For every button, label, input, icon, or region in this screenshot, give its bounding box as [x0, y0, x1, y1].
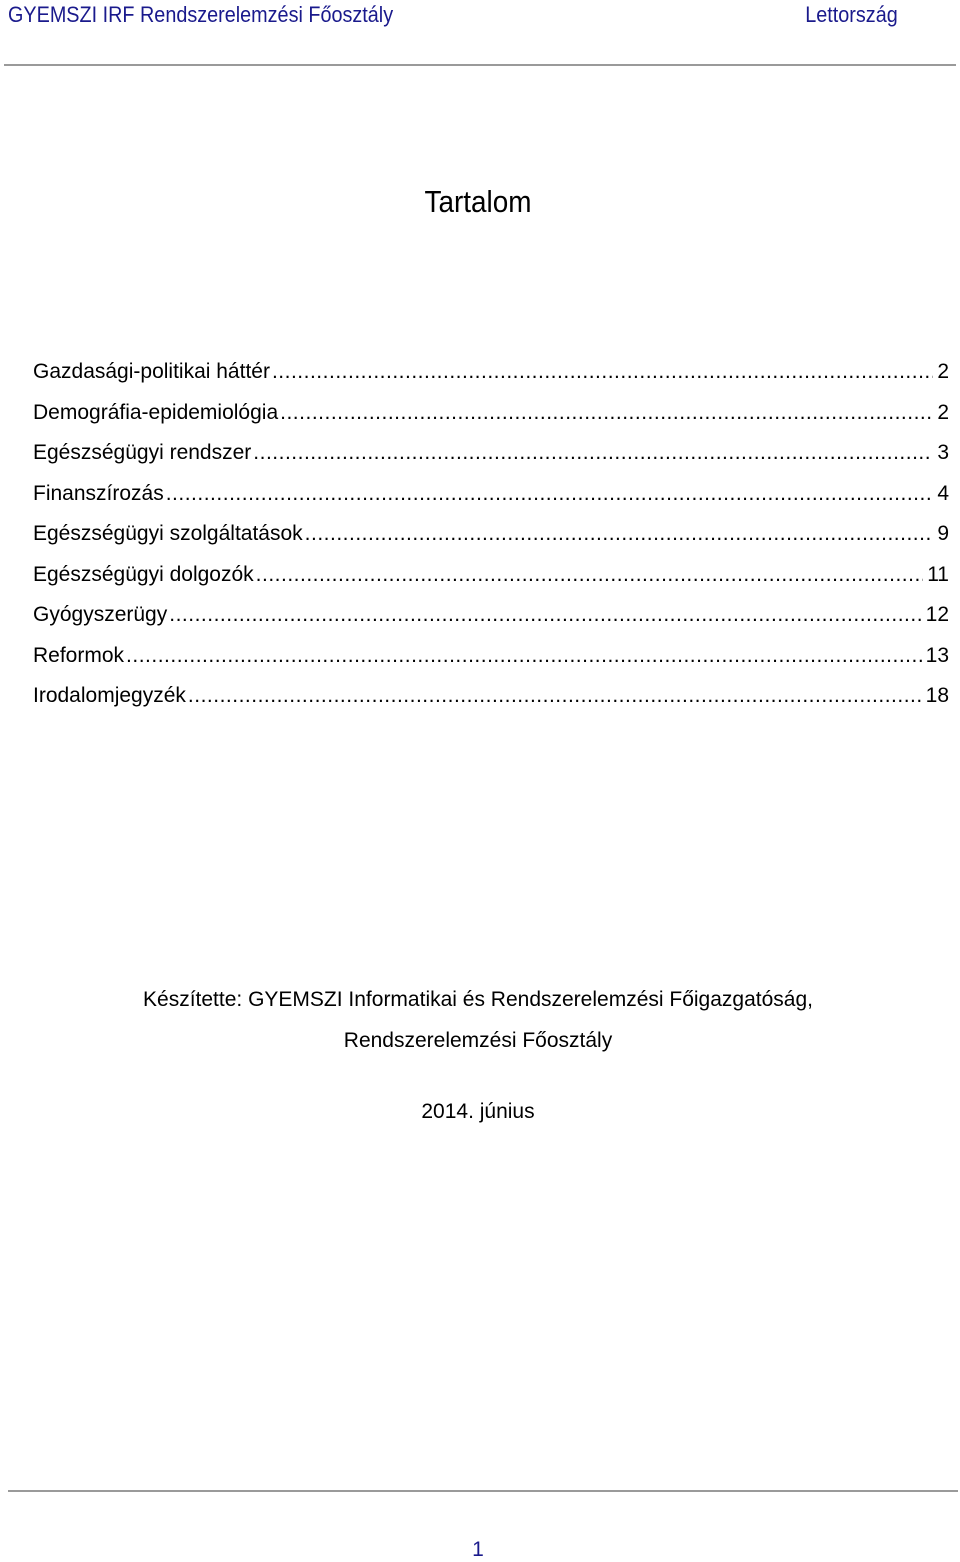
toc-entry-page: 13: [925, 643, 949, 667]
toc-entry-reformok[interactable]: [33, 642, 949, 683]
toc-dot-leader: [253, 439, 933, 467]
toc-entry-irodalomjegyzek[interactable]: [33, 682, 949, 723]
toc-entry-page: 11: [927, 562, 949, 586]
toc-entry-page: 12: [925, 603, 949, 626]
header-divider: [4, 64, 956, 66]
toc-entry-page: 3: [937, 441, 949, 464]
header-country: Lettország: [805, 2, 898, 27]
toc-entry-page: 18: [925, 684, 949, 707]
toc-entry-demografia[interactable]: [33, 399, 949, 440]
credits-block: [0, 979, 956, 1061]
toc-entry-dolgozok[interactable]: [33, 561, 949, 602]
toc-entry-label: Egészségügyi rendszer: [33, 441, 252, 464]
toc-entry-label: Reformok: [33, 643, 125, 667]
toc-entry-gazdasagi-politikai[interactable]: [33, 358, 949, 399]
toc-dot-leader: [305, 520, 934, 548]
credits-line-department: Rendszerelemzési Főosztály: [343, 1029, 613, 1052]
toc-entry-page: 2: [937, 400, 949, 424]
credits-line-author: Készítette: GYEMSZI Informatikai és Rendszerelemzési Főigazgatóság,: [143, 988, 813, 1011]
toc-entry-page: 4: [937, 481, 949, 505]
toc-dot-leader: [188, 682, 922, 710]
toc-dot-leader: [280, 399, 933, 427]
toc-entry-label: Egészségügyi szolgáltatások: [33, 522, 303, 545]
toc-entry-label: Gyógyszerügy: [33, 603, 168, 626]
toc-entry-label: Demográfia-epidemiológia: [33, 400, 279, 424]
footer-divider: [8, 1490, 958, 1492]
toc-entry-egeszsegugyi-rendszer[interactable]: [33, 439, 949, 480]
toc-entry-gyogyszerugy[interactable]: [33, 601, 949, 642]
toc-dot-leader: [126, 642, 922, 670]
page-number: 1: [472, 1538, 484, 1561]
toc-entry-label: Irodalomjegyzék: [33, 684, 186, 707]
toc-dot-leader: [169, 601, 921, 629]
toc-entry-page: 2: [937, 360, 949, 383]
toc-entry-label: Gazdasági-politikai háttér: [33, 360, 270, 383]
toc-entry-finanszirozas[interactable]: [33, 480, 949, 521]
toc-entry-label: Egészségügyi dolgozók: [33, 562, 254, 586]
toc-title: Tartalom: [424, 184, 532, 219]
header-organization: GYEMSZI IRF Rendszerelemzési Főosztály: [8, 2, 394, 27]
toc-dot-leader: [256, 561, 924, 589]
toc-entry-label: Finanszírozás: [33, 481, 164, 505]
page-header: [0, 0, 960, 66]
toc-dot-leader: [272, 358, 933, 386]
toc-entry-page: 9: [937, 522, 949, 545]
publication-date: 2014. június: [421, 1100, 535, 1123]
toc-dot-leader: [166, 480, 934, 508]
toc-entry-szolgaltatasok[interactable]: [33, 520, 949, 561]
table-of-contents: [33, 358, 949, 723]
